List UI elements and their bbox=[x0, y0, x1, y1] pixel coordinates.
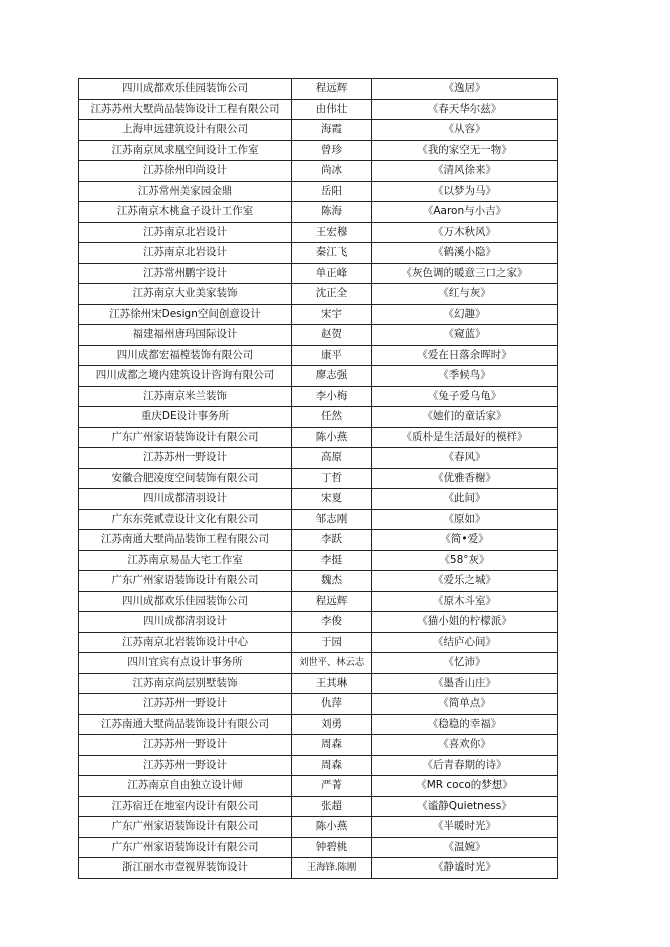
table-row bbox=[79, 222, 558, 243]
company-cell: 江苏南京自由独立设计师 bbox=[79, 776, 292, 797]
person-cell: 魏杰 bbox=[292, 571, 372, 592]
work-cell: 《Aaron与小吉》 bbox=[372, 202, 558, 223]
table-row bbox=[79, 591, 558, 612]
company-cell: 广东广州家语装饰设计有限公司 bbox=[79, 837, 292, 858]
work-cell: 《以梦为马》 bbox=[372, 181, 558, 202]
table-row bbox=[79, 468, 558, 489]
work-cell: 《优雅香榭》 bbox=[372, 468, 558, 489]
table-row bbox=[79, 530, 558, 551]
work-cell: 《稳稳的幸福》 bbox=[372, 714, 558, 735]
person-cell: 由伟壮 bbox=[292, 99, 372, 120]
person-cell: 王海锋.陈刚 bbox=[292, 858, 372, 879]
table-row bbox=[79, 161, 558, 182]
work-cell: 《后青春期的诗》 bbox=[372, 755, 558, 776]
company-cell: 江苏南京凤求凰空间设计工作室 bbox=[79, 140, 292, 161]
table-row bbox=[79, 714, 558, 735]
person-cell: 沈正全 bbox=[292, 284, 372, 305]
company-cell: 江苏徐州宋Design空间创意设计 bbox=[79, 304, 292, 325]
person-cell: 程远辉 bbox=[292, 591, 372, 612]
company-cell: 浙江丽水市壹视界装饰设计 bbox=[79, 858, 292, 879]
work-cell: 《温婉》 bbox=[372, 837, 558, 858]
work-cell: 《幻趣》 bbox=[372, 304, 558, 325]
company-cell: 四川成都清羽设计 bbox=[79, 612, 292, 633]
work-cell: 《MR coco的梦想》 bbox=[372, 776, 558, 797]
person-cell: 陈海 bbox=[292, 202, 372, 223]
table-row bbox=[79, 304, 558, 325]
table-row bbox=[79, 817, 558, 838]
company-cell: 广东广州家语装饰设计有限公司 bbox=[79, 427, 292, 448]
table-row bbox=[79, 653, 558, 674]
person-cell: 张超 bbox=[292, 796, 372, 817]
work-cell: 《爱在日落余晖时》 bbox=[372, 345, 558, 366]
table-row bbox=[79, 120, 558, 141]
company-cell: 江苏南通大墅尚品装饰工程有限公司 bbox=[79, 530, 292, 551]
work-cell: 《我的家空无一物》 bbox=[372, 140, 558, 161]
company-cell: 江苏苏州大墅尚品装饰设计工程有限公司 bbox=[79, 99, 292, 120]
table-row bbox=[79, 673, 558, 694]
person-cell: 岳阳 bbox=[292, 181, 372, 202]
company-cell: 重庆DE设计事务所 bbox=[79, 407, 292, 428]
company-cell: 江苏南京米兰装饰 bbox=[79, 386, 292, 407]
work-cell: 《窥蓝》 bbox=[372, 325, 558, 346]
table-row bbox=[79, 386, 558, 407]
company-cell: 江苏苏州一野设计 bbox=[79, 755, 292, 776]
person-cell: 陈小燕 bbox=[292, 427, 372, 448]
table-row bbox=[79, 571, 558, 592]
table-row bbox=[79, 550, 558, 571]
company-cell: 广东东莞贰壹设计文化有限公司 bbox=[79, 509, 292, 530]
work-cell: 《红与灰》 bbox=[372, 284, 558, 305]
table-row bbox=[79, 140, 558, 161]
work-cell: 《喜欢你》 bbox=[372, 735, 558, 756]
table-row bbox=[79, 243, 558, 264]
work-cell: 《爱乐之城》 bbox=[372, 571, 558, 592]
table-row bbox=[79, 99, 558, 120]
company-cell: 福建福州唐玛国际设计 bbox=[79, 325, 292, 346]
table-row bbox=[79, 284, 558, 305]
work-cell: 《鹤溪小隐》 bbox=[372, 243, 558, 264]
company-cell: 江苏常州美家园金鼎 bbox=[79, 181, 292, 202]
company-cell: 江苏南通大墅尚品装饰设计有限公司 bbox=[79, 714, 292, 735]
person-cell: 赵贺 bbox=[292, 325, 372, 346]
company-cell: 上海申远建筑设计有限公司 bbox=[79, 120, 292, 141]
award-table bbox=[78, 78, 558, 879]
work-cell: 《结庐心间》 bbox=[372, 632, 558, 653]
person-cell: 丁哲 bbox=[292, 468, 372, 489]
table-row bbox=[79, 345, 558, 366]
company-cell: 江苏苏州一野设计 bbox=[79, 735, 292, 756]
work-cell: 《季候鸟》 bbox=[372, 366, 558, 387]
company-cell: 江苏常州鹏宇设计 bbox=[79, 263, 292, 284]
person-cell: 康平 bbox=[292, 345, 372, 366]
work-cell: 《春风》 bbox=[372, 448, 558, 469]
table-row bbox=[79, 448, 558, 469]
company-cell: 四川成都宏福樘装饰有限公司 bbox=[79, 345, 292, 366]
work-cell: 《此间》 bbox=[372, 489, 558, 510]
company-cell: 四川成都欢乐佳园装饰公司 bbox=[79, 79, 292, 100]
work-cell: 《春天华尔兹》 bbox=[372, 99, 558, 120]
company-cell: 江苏苏州一野设计 bbox=[79, 448, 292, 469]
person-cell: 尚冰 bbox=[292, 161, 372, 182]
person-cell: 李小梅 bbox=[292, 386, 372, 407]
table-row bbox=[79, 612, 558, 633]
table-row bbox=[79, 509, 558, 530]
table-row bbox=[79, 694, 558, 715]
person-cell: 周森 bbox=[292, 755, 372, 776]
person-cell: 王宏穆 bbox=[292, 222, 372, 243]
work-cell: 《原木斗室》 bbox=[372, 591, 558, 612]
person-cell: 刘勇 bbox=[292, 714, 372, 735]
company-cell: 四川成都欢乐佳园装饰公司 bbox=[79, 591, 292, 612]
person-cell: 秦江飞 bbox=[292, 243, 372, 264]
company-cell: 江苏苏州一野设计 bbox=[79, 694, 292, 715]
company-cell: 江苏宿迁在地室内设计有限公司 bbox=[79, 796, 292, 817]
person-cell: 李俊 bbox=[292, 612, 372, 633]
work-cell: 《她们的童话家》 bbox=[372, 407, 558, 428]
person-cell: 程远辉 bbox=[292, 79, 372, 100]
table-row bbox=[79, 325, 558, 346]
work-cell: 《简•爱》 bbox=[372, 530, 558, 551]
company-cell: 四川宜宾有点设计事务所 bbox=[79, 653, 292, 674]
work-cell: 《从容》 bbox=[372, 120, 558, 141]
table-row bbox=[79, 796, 558, 817]
table-row bbox=[79, 407, 558, 428]
work-cell: 《质朴是生活最好的模样》 bbox=[372, 427, 558, 448]
table-row bbox=[79, 366, 558, 387]
document-page bbox=[78, 78, 557, 879]
person-cell: 曾珍 bbox=[292, 140, 372, 161]
company-cell: 江苏南京尚层别墅装饰 bbox=[79, 673, 292, 694]
person-cell: 陈小燕 bbox=[292, 817, 372, 838]
person-cell: 任然 bbox=[292, 407, 372, 428]
work-cell: 《谧静Quietness》 bbox=[372, 796, 558, 817]
table-row bbox=[79, 202, 558, 223]
table-row bbox=[79, 79, 558, 100]
person-cell: 宋宇 bbox=[292, 304, 372, 325]
table-row bbox=[79, 489, 558, 510]
person-cell: 王其琳 bbox=[292, 673, 372, 694]
company-cell: 江苏南京北岩设计 bbox=[79, 222, 292, 243]
person-cell: 高原 bbox=[292, 448, 372, 469]
table-row bbox=[79, 735, 558, 756]
person-cell: 严菁 bbox=[292, 776, 372, 797]
person-cell: 廖志强 bbox=[292, 366, 372, 387]
table-row bbox=[79, 776, 558, 797]
company-cell: 江苏南京木桃盒子设计工作室 bbox=[79, 202, 292, 223]
person-cell: 刘世平、林云志 bbox=[292, 653, 372, 674]
company-cell: 广东广州家语装饰设计有限公司 bbox=[79, 817, 292, 838]
person-cell: 单正峰 bbox=[292, 263, 372, 284]
company-cell: 江苏南京北岩设计 bbox=[79, 243, 292, 264]
person-cell: 李挺 bbox=[292, 550, 372, 571]
work-cell: 《简单点》 bbox=[372, 694, 558, 715]
work-cell: 《清风徐来》 bbox=[372, 161, 558, 182]
table-row bbox=[79, 427, 558, 448]
company-cell: 江苏徐州印尚设计 bbox=[79, 161, 292, 182]
work-cell: 《万木秋风》 bbox=[372, 222, 558, 243]
table-row bbox=[79, 837, 558, 858]
work-cell: 《逸居》 bbox=[372, 79, 558, 100]
work-cell: 《猫小姐的柠檬派》 bbox=[372, 612, 558, 633]
table-row bbox=[79, 858, 558, 879]
person-cell: 周森 bbox=[292, 735, 372, 756]
person-cell: 李跃 bbox=[292, 530, 372, 551]
work-cell: 《半暖时光》 bbox=[372, 817, 558, 838]
work-cell: 《58°灰》 bbox=[372, 550, 558, 571]
table-row bbox=[79, 181, 558, 202]
person-cell: 海霞 bbox=[292, 120, 372, 141]
company-cell: 安徽合肥凌度空间装饰有限公司 bbox=[79, 468, 292, 489]
company-cell: 江苏南京易品大宅工作室 bbox=[79, 550, 292, 571]
company-cell: 江苏南京北岩装饰设计中心 bbox=[79, 632, 292, 653]
table-row bbox=[79, 263, 558, 284]
person-cell: 邹志刚 bbox=[292, 509, 372, 530]
table-row bbox=[79, 755, 558, 776]
company-cell: 四川成都之境内建筑设计咨询有限公司 bbox=[79, 366, 292, 387]
company-cell: 广东广州家语装饰设计有限公司 bbox=[79, 571, 292, 592]
table-row bbox=[79, 632, 558, 653]
person-cell: 于园 bbox=[292, 632, 372, 653]
work-cell: 《墨香山庄》 bbox=[372, 673, 558, 694]
company-cell: 江苏南京大业美家装饰 bbox=[79, 284, 292, 305]
person-cell: 仇萍 bbox=[292, 694, 372, 715]
person-cell: 钟碧桃 bbox=[292, 837, 372, 858]
work-cell: 《忆沛》 bbox=[372, 653, 558, 674]
work-cell: 《静谧时光》 bbox=[372, 858, 558, 879]
work-cell: 《兔子爱乌龟》 bbox=[372, 386, 558, 407]
work-cell: 《灰色调的暖意三口之家》 bbox=[372, 263, 558, 284]
table-body bbox=[79, 79, 558, 879]
person-cell: 宋夏 bbox=[292, 489, 372, 510]
work-cell: 《原如》 bbox=[372, 509, 558, 530]
company-cell: 四川成都清羽设计 bbox=[79, 489, 292, 510]
